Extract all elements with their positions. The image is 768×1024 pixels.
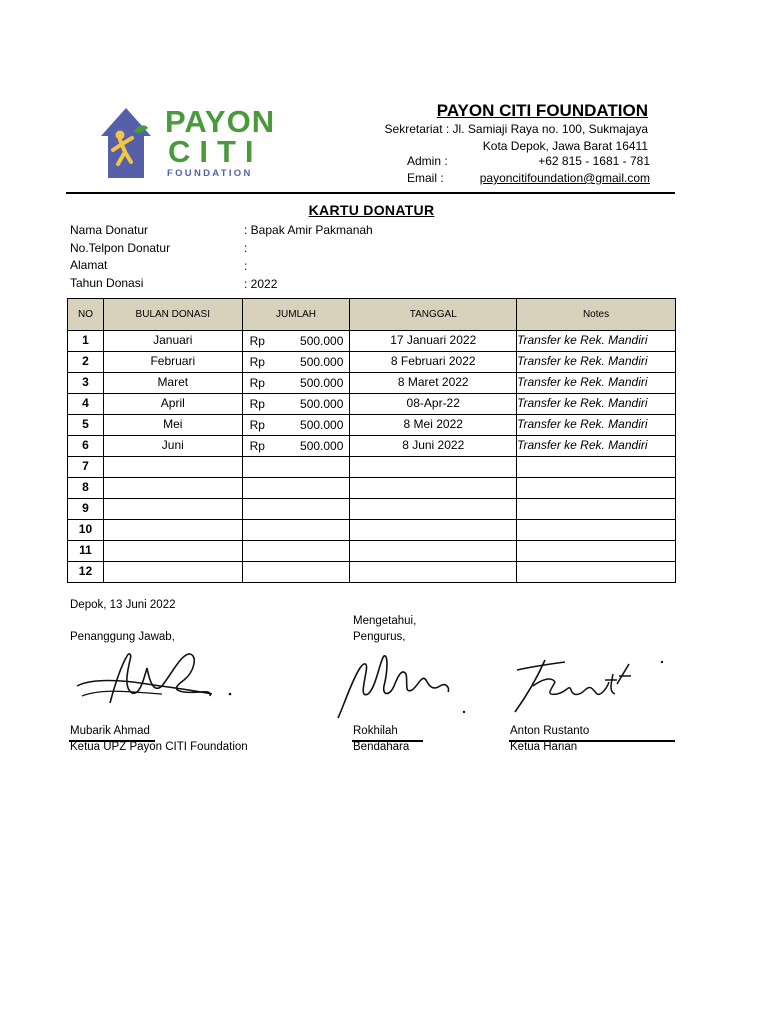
donation-year-label: Tahun Donasi bbox=[70, 276, 144, 290]
cell-notes bbox=[517, 478, 676, 499]
cell-bulan bbox=[103, 562, 242, 583]
cell-jumlah bbox=[242, 394, 350, 415]
cell-bulan bbox=[103, 499, 242, 520]
cell-notes bbox=[517, 436, 676, 457]
header-divider bbox=[66, 192, 675, 194]
cell-notes bbox=[517, 373, 676, 394]
donation-table bbox=[67, 298, 676, 583]
cell-tanggal bbox=[350, 373, 517, 394]
cell-amount: 500.000 bbox=[300, 418, 344, 432]
cell-no bbox=[68, 457, 104, 478]
table-row bbox=[68, 520, 676, 541]
cell-jumlah bbox=[242, 373, 350, 394]
cell-amount: 500.000 bbox=[300, 439, 344, 453]
cell-notes-text: Transfer ke Rek. Mandiri bbox=[517, 395, 648, 410]
table-row bbox=[68, 457, 676, 478]
cell-notes-text: Transfer ke Rek. Mandiri bbox=[517, 416, 648, 431]
logo-text-foundation: FOUNDATION bbox=[167, 168, 253, 179]
cell-no-text: 7 bbox=[82, 458, 89, 473]
address-line-1: Sekretariat : Jl. Samiaji Raya no. 100, Sukmajaya bbox=[384, 122, 648, 136]
cell-bulan bbox=[103, 373, 242, 394]
cell-notes bbox=[517, 520, 676, 541]
email-label: Email : bbox=[407, 171, 444, 185]
cell-bulan bbox=[103, 394, 242, 415]
cell-no bbox=[68, 331, 104, 352]
cell-amount: 500.000 bbox=[300, 334, 344, 348]
cell-tanggal-text: 8 Mei 2022 bbox=[403, 416, 463, 431]
table-row bbox=[68, 499, 676, 520]
cell-no-text: 4 bbox=[82, 395, 89, 410]
cell-jumlah bbox=[242, 478, 350, 499]
cell-tanggal bbox=[350, 457, 517, 478]
header-tanggal: TANGGAL bbox=[350, 299, 517, 331]
cell-bulan bbox=[103, 457, 242, 478]
cell-no bbox=[68, 373, 104, 394]
signature-mubarik bbox=[72, 648, 242, 710]
cell-bulan bbox=[103, 541, 242, 562]
logo-text-citi: CITI bbox=[168, 134, 263, 169]
cell-tanggal-text: 8 Juni 2022 bbox=[402, 437, 465, 452]
cell-no-text: 10 bbox=[78, 521, 93, 536]
cell-no-text: 1 bbox=[82, 332, 89, 347]
signer-3-name: Anton Rustanto bbox=[510, 725, 590, 737]
cell-no-text: 3 bbox=[82, 374, 89, 389]
cell-no bbox=[68, 436, 104, 457]
cell-jumlah bbox=[242, 520, 350, 541]
cell-tanggal-text: 8 Maret 2022 bbox=[397, 374, 469, 389]
signer-1-name: Mubarik Ahmad bbox=[70, 725, 150, 737]
cell-no-text: 11 bbox=[79, 542, 92, 557]
cell-bulan-text: April bbox=[160, 395, 185, 410]
cell-jumlah bbox=[242, 352, 350, 373]
cell-no bbox=[68, 562, 104, 583]
logo-text-payon: PAYON bbox=[165, 104, 276, 139]
cell-jumlah bbox=[242, 331, 350, 352]
cell-no bbox=[68, 499, 104, 520]
cell-tanggal bbox=[350, 394, 517, 415]
cell-tanggal-text: 17 Januari 2022 bbox=[390, 332, 477, 347]
cell-tanggal-text: 08-Apr-22 bbox=[406, 395, 460, 410]
cell-tanggal bbox=[350, 436, 517, 457]
cell-notes bbox=[517, 331, 676, 352]
cell-bulan bbox=[103, 520, 242, 541]
cell-tanggal bbox=[350, 478, 517, 499]
address-line-2: Kota Depok, Jawa Barat 16411 bbox=[482, 139, 648, 153]
cell-tanggal bbox=[350, 352, 517, 373]
cell-tanggal bbox=[350, 520, 517, 541]
cell-no bbox=[68, 394, 104, 415]
header-bulan: BULAN DONASI bbox=[103, 299, 242, 331]
email-link[interactable]: payoncitifoundation@gmail.com bbox=[479, 171, 650, 185]
cell-no bbox=[68, 541, 104, 562]
donation-year-value: : 2022 bbox=[244, 277, 278, 291]
cell-notes bbox=[517, 415, 676, 436]
cell-bulan-text: Mei bbox=[163, 416, 183, 431]
cell-no-text: 5 bbox=[82, 416, 89, 431]
cell-tanggal bbox=[350, 331, 517, 352]
cell-amount: 500.000 bbox=[300, 355, 344, 369]
header-jumlah: JUMLAH bbox=[242, 299, 350, 331]
signer-2-role: Bendahara bbox=[353, 741, 410, 753]
cell-no bbox=[68, 478, 104, 499]
cell-no-text: 12 bbox=[78, 563, 93, 578]
penanggung-jawab-label: Penanggung Jawab, bbox=[70, 631, 175, 643]
cell-notes bbox=[517, 394, 676, 415]
cell-bulan-text: Februari bbox=[150, 353, 196, 368]
cell-amount: 500.000 bbox=[300, 397, 344, 411]
header-no: NO bbox=[68, 299, 104, 331]
cell-bulan bbox=[103, 436, 242, 457]
cell-jumlah bbox=[242, 457, 350, 478]
header-notes: Notes bbox=[517, 299, 676, 331]
donor-address-label: Alamat bbox=[70, 258, 108, 272]
cell-rp: Rp bbox=[249, 334, 265, 348]
cell-tanggal bbox=[350, 541, 517, 562]
pengurus-label: Pengurus, bbox=[353, 631, 406, 643]
table-row bbox=[68, 394, 676, 415]
cell-bulan bbox=[103, 478, 242, 499]
cell-no bbox=[68, 352, 104, 373]
email-row bbox=[370, 171, 650, 187]
cell-notes-text: Transfer ke Rek. Mandiri bbox=[517, 437, 648, 452]
table-row bbox=[68, 331, 676, 352]
cell-no-text: 6 bbox=[82, 437, 89, 452]
donor-address-value: : bbox=[244, 259, 248, 273]
place-date: Depok, 13 Juni 2022 bbox=[70, 599, 176, 611]
cell-amount: 500.000 bbox=[300, 376, 344, 390]
cell-rp: Rp bbox=[249, 418, 265, 432]
table-row bbox=[68, 415, 676, 436]
donor-name-label: Nama Donatur bbox=[70, 223, 149, 237]
cell-rp: Rp bbox=[249, 376, 265, 390]
cell-tanggal bbox=[350, 499, 517, 520]
cell-notes bbox=[517, 499, 676, 520]
cell-jumlah bbox=[242, 499, 350, 520]
cell-rp: Rp bbox=[249, 439, 265, 453]
foundation-logo bbox=[98, 104, 276, 184]
cell-bulan bbox=[103, 415, 242, 436]
cell-bulan bbox=[103, 352, 242, 373]
mengetahui-label: Mengetahui, bbox=[353, 615, 417, 627]
signature-rokhilah bbox=[334, 650, 474, 722]
donor-phone-label: No.Telpon Donatur bbox=[70, 241, 171, 255]
cell-rp: Rp bbox=[249, 397, 265, 411]
cell-tanggal bbox=[350, 562, 517, 583]
cell-no-text: 2 bbox=[82, 353, 89, 368]
cell-no-text: 8 bbox=[82, 479, 89, 494]
signer-3-role: Ketua Harian bbox=[510, 741, 578, 753]
cell-notes-text: Transfer ke Rek. Mandiri bbox=[517, 332, 648, 347]
table-row bbox=[68, 541, 676, 562]
table-row bbox=[68, 562, 676, 583]
cell-notes bbox=[517, 562, 676, 583]
cell-tanggal bbox=[350, 415, 517, 436]
table-row bbox=[68, 478, 676, 499]
table-row bbox=[68, 352, 676, 373]
cell-no bbox=[68, 520, 104, 541]
cell-bulan-text: Juni bbox=[161, 437, 184, 452]
org-name: PAYON CITI FOUNDATION bbox=[436, 101, 648, 120]
card-title: KARTU DONATUR bbox=[308, 202, 435, 218]
cell-bulan-text: Maret bbox=[157, 374, 189, 389]
cell-jumlah bbox=[242, 562, 350, 583]
cell-tanggal-text: 8 Februari 2022 bbox=[390, 353, 476, 368]
signature-anton bbox=[505, 650, 675, 720]
signer-2-name: Rokhilah bbox=[353, 725, 398, 737]
donor-phone-value: : bbox=[244, 241, 248, 255]
cell-bulan-text: Januari bbox=[153, 332, 193, 347]
admin-row bbox=[370, 154, 650, 170]
cell-notes bbox=[517, 457, 676, 478]
cell-notes bbox=[517, 541, 676, 562]
admin-label: Admin : bbox=[407, 154, 448, 168]
cell-notes-text: Transfer ke Rek. Mandiri bbox=[517, 353, 648, 368]
signer-1-role: Ketua UPZ Payon CITI Foundation bbox=[70, 741, 248, 753]
table-row bbox=[68, 373, 676, 394]
admin-phone: +62 815 - 1681 - 781 bbox=[538, 154, 650, 168]
cell-no-text: 9 bbox=[82, 500, 89, 515]
cell-rp: Rp bbox=[249, 355, 265, 369]
cell-notes-text: Transfer ke Rek. Mandiri bbox=[517, 374, 648, 389]
cell-notes bbox=[517, 352, 676, 373]
cell-jumlah bbox=[242, 415, 350, 436]
cell-no bbox=[68, 415, 104, 436]
table-row bbox=[68, 436, 676, 457]
donor-name-value: : Bapak Amir Pakmanah bbox=[244, 223, 373, 237]
cell-jumlah bbox=[242, 436, 350, 457]
cell-bulan bbox=[103, 331, 242, 352]
cell-jumlah bbox=[242, 541, 350, 562]
table-header-row bbox=[68, 299, 676, 331]
